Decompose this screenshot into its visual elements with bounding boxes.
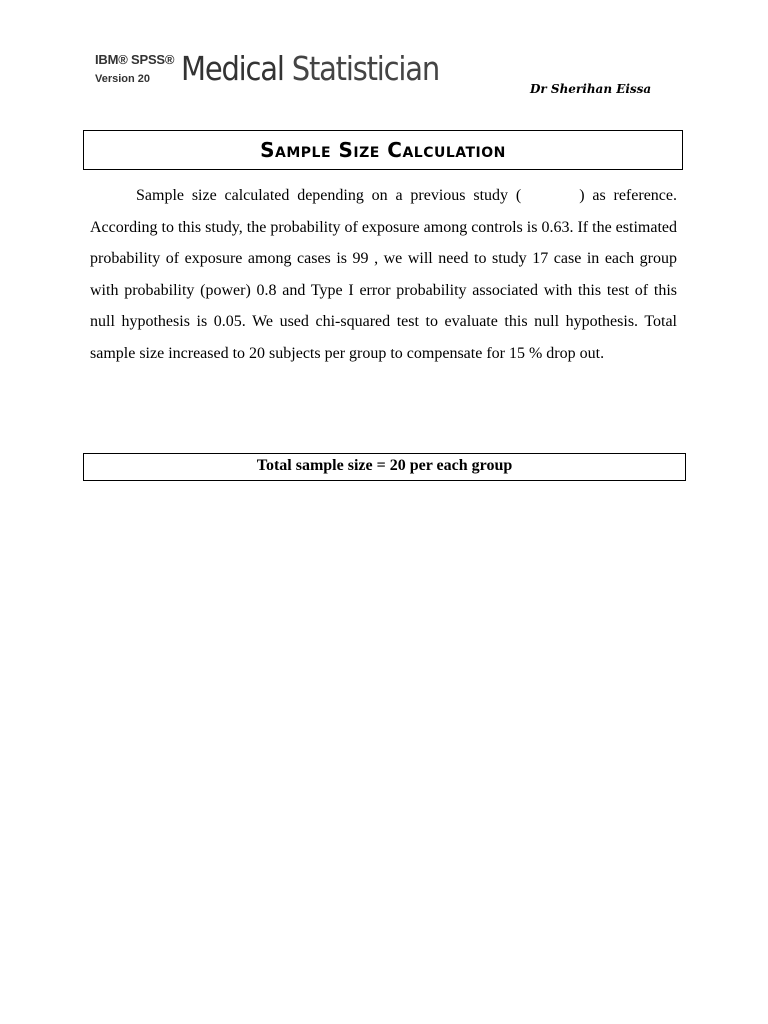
total-sample-size-box — [83, 453, 686, 481]
logo-ibm-spss: IBM® SPSS® — [95, 52, 175, 67]
total-sample-size-text: Total sample size = 20 per each group — [256, 457, 513, 474]
title-box — [83, 130, 683, 170]
logo-product-word-1: Medical — [181, 50, 284, 89]
logo-product-word-2: Statistician — [291, 50, 440, 89]
logo-product-name — [181, 50, 439, 88]
body-paragraph — [90, 180, 677, 369]
author-name: Dr Sherihan Eissa — [530, 82, 652, 96]
paragraph-part-1: Sample size calculated depending on a previous study ( — [136, 187, 522, 204]
page-title: Sample Size Calculation — [260, 138, 506, 162]
paragraph-part-2: ) as reference. According to this study, the probability of exposure among controls is 0.63. If the estimated probability of exposure among cases is 99 , we will need to study 17 case in each group with probability (power) 0.8 and Type I error probability associated with this test of this null hypothesis is 0.05. We used chi-squared test to evaluate this null hypothesis. Total sample size increased to 20 subjects per group to compensate for 15 % drop out. — [90, 187, 677, 362]
body-paragraph-container — [90, 180, 677, 369]
logo-version: Version 20 — [95, 73, 151, 85]
